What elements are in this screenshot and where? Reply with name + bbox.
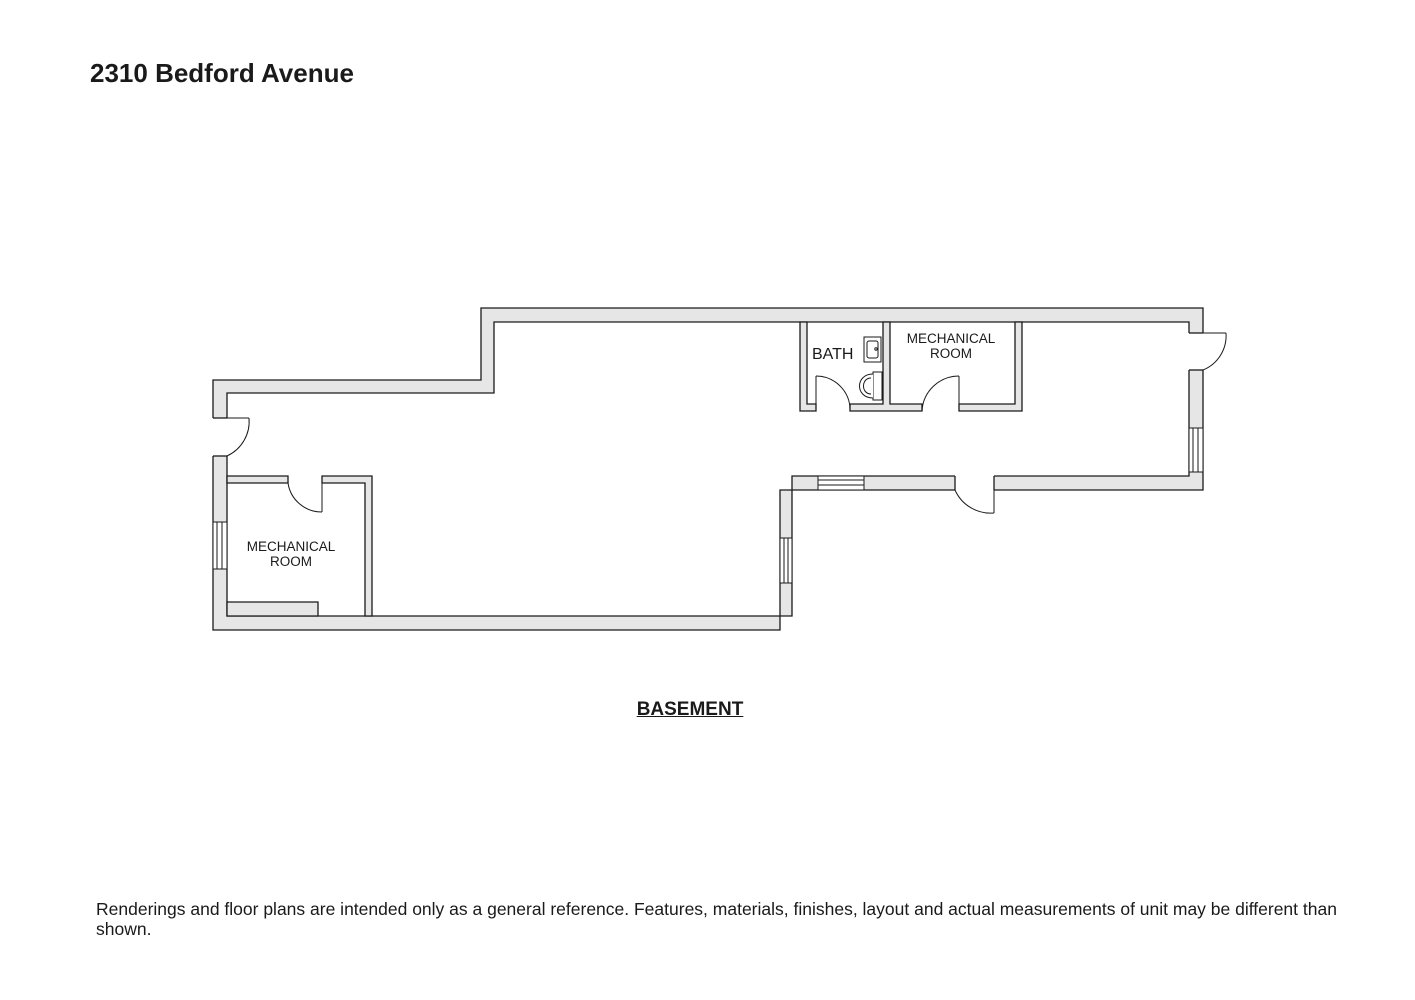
door-west-entry — [227, 418, 249, 456]
window-left — [213, 522, 227, 569]
disclaimer-text: Renderings and floor plans are intended only as a general reference. Features, materials, finishes, layout and actual measurements of unit may be different than shown. — [96, 899, 1337, 939]
mechanical-room-right-label-line1: MECHANICAL — [906, 331, 996, 346]
wall-openings — [212, 333, 1204, 491]
door-south — [955, 490, 994, 513]
bath-fixtures — [860, 337, 883, 400]
mechanical-room-right-label-line2: ROOM — [930, 346, 972, 361]
property-title: 2310 Bedford Avenue — [90, 58, 354, 88]
window-center — [780, 538, 792, 583]
door-left-mechanical — [288, 476, 322, 512]
door-right-mechanical — [922, 376, 959, 411]
sink-icon — [864, 337, 881, 362]
windows — [213, 428, 1203, 583]
mechanical-room-left-label-line2: ROOM — [270, 554, 312, 569]
opening-jambs — [213, 333, 1203, 490]
window-right — [1189, 428, 1203, 472]
door-east-entry — [1203, 333, 1226, 370]
door-bath — [816, 376, 850, 411]
exterior-walls — [213, 308, 1203, 630]
mechanical-room-left-label-line1: MECHANICAL — [246, 539, 336, 554]
floor-label: BASEMENT — [636, 699, 744, 720]
toilet-icon — [860, 372, 883, 400]
bath-label: BATH — [812, 346, 854, 363]
window-bottom — [818, 476, 864, 490]
